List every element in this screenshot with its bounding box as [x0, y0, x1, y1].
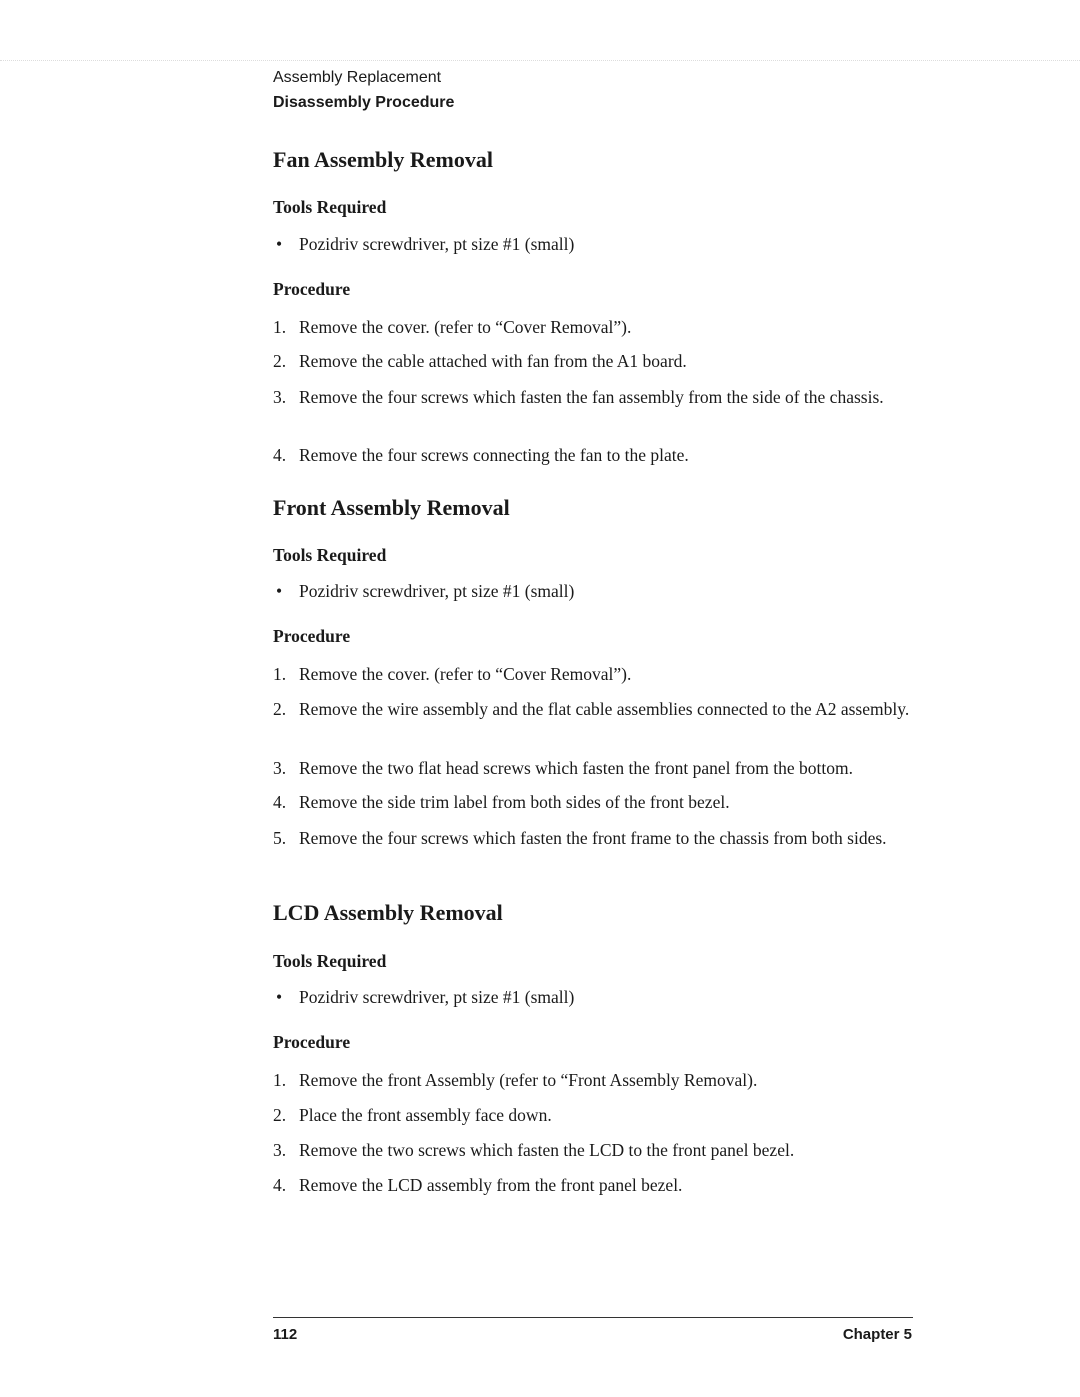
- step-text: Remove the four screws connecting the fan to the plate.: [299, 445, 689, 465]
- step-number: 3.: [273, 387, 287, 407]
- footer-rule: [273, 1317, 913, 1318]
- step-number: 1.: [273, 1070, 287, 1090]
- tools-required-heading: Tools Required: [273, 197, 387, 217]
- procedure-heading: Procedure: [273, 279, 351, 299]
- tools-required-heading: Tools Required: [273, 951, 387, 971]
- procedure-step: [273, 1069, 923, 1092]
- section-title-fan: Fan Assembly Removal: [273, 147, 493, 172]
- procedure-step: [273, 1139, 923, 1162]
- step-number: 2.: [273, 699, 287, 719]
- step-number: 2.: [273, 1105, 287, 1125]
- procedure-step: [273, 827, 923, 850]
- step-text: Place the front assembly face down.: [299, 1105, 552, 1125]
- bullet-icon: •: [276, 234, 283, 254]
- chapter-label: Chapter 5: [842, 1326, 912, 1343]
- step-text: Remove the cable attached with fan from the A1 board.: [299, 351, 687, 371]
- running-header-subsection: Disassembly Procedure: [273, 94, 455, 111]
- bullet-icon: •: [276, 987, 283, 1007]
- step-number: 4.: [273, 1175, 287, 1195]
- step-text: Remove the two screws which fasten the LCD to the front panel bezel.: [299, 1140, 795, 1160]
- procedure-step: [273, 350, 923, 373]
- section-title-lcd: LCD Assembly Removal: [273, 900, 503, 925]
- tool-item: Pozidriv screwdriver, pt size #1 (small): [299, 987, 575, 1007]
- step-number: 4.: [273, 792, 287, 812]
- step-text: Remove the four screws which fasten the front frame to the chassis from both sides.: [299, 828, 887, 848]
- running-header-section: Assembly Replacement: [273, 69, 442, 86]
- step-text: Remove the cover. (refer to “Cover Removal”).: [299, 664, 632, 684]
- step-number: 3.: [273, 1140, 287, 1160]
- step-number: 1.: [273, 664, 287, 684]
- procedure-step: [273, 1104, 923, 1127]
- section-title-front: Front Assembly Removal: [273, 495, 510, 520]
- procedure-step: [273, 316, 923, 339]
- step-text: Remove the wire assembly and the flat cable assemblies connected to the A2 assembly.: [299, 699, 910, 719]
- bullet-icon: •: [276, 581, 283, 601]
- step-text: Remove the four screws which fasten the fan assembly from the side of the chassis.: [299, 387, 884, 407]
- procedure-step: [273, 698, 923, 721]
- procedure-heading: Procedure: [273, 626, 351, 646]
- step-number: 4.: [273, 445, 287, 465]
- step-number: 2.: [273, 351, 287, 371]
- scan-edge-dots: [0, 60, 1080, 61]
- step-number: 5.: [273, 828, 287, 848]
- procedure-step: [273, 1174, 923, 1197]
- step-text: Remove the LCD assembly from the front panel bezel.: [299, 1175, 683, 1195]
- procedure-step: [273, 444, 923, 467]
- tool-item: Pozidriv screwdriver, pt size #1 (small): [299, 581, 575, 601]
- step-number: 3.: [273, 758, 287, 778]
- step-text: Remove the cover. (refer to “Cover Removal”).: [299, 317, 632, 337]
- procedure-step: [273, 386, 923, 409]
- tool-item: Pozidriv screwdriver, pt size #1 (small): [299, 234, 575, 254]
- procedure-step: [273, 757, 923, 780]
- step-number: 1.: [273, 317, 287, 337]
- procedure-step: [273, 791, 923, 814]
- procedure-heading: Procedure: [273, 1032, 351, 1052]
- step-text: Remove the front Assembly (refer to “Front Assembly Removal).: [299, 1070, 758, 1090]
- procedure-step: [273, 663, 923, 686]
- tools-required-heading: Tools Required: [273, 545, 387, 565]
- step-text: Remove the two flat head screws which fasten the front panel from the bottom.: [299, 758, 854, 778]
- step-text: Remove the side trim label from both sides of the front bezel.: [299, 792, 730, 812]
- page-number: 112: [273, 1326, 298, 1343]
